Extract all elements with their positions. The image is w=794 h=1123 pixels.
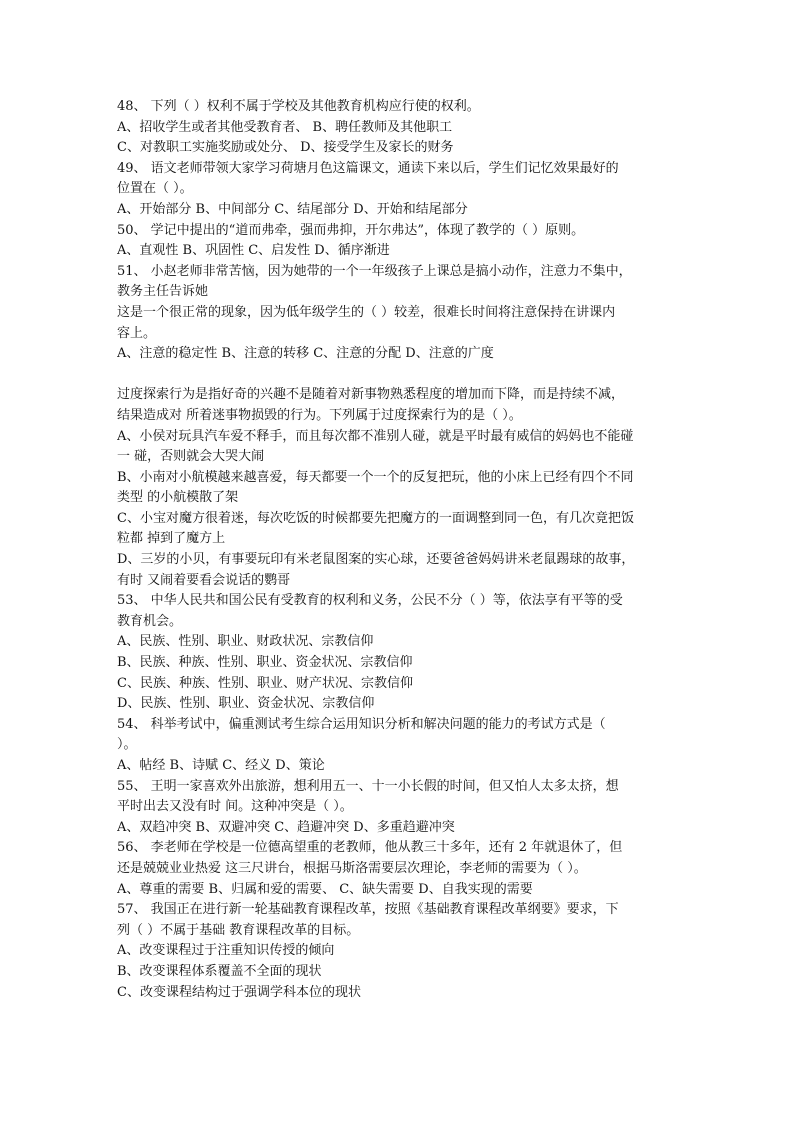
question-57-option-b: B、改变课程体系覆盖不全面的现状	[117, 963, 322, 979]
question-50-stem: 50、 学记中提出的“道而弗牵，强而弗抑，开尔弗达”，体现了教学的（ ）原则。	[117, 222, 585, 238]
question-56-options: A、尊重的需要 B、归属和爱的需要、 C、缺失需要 D、自我实现的需要	[117, 881, 533, 897]
question-55-stem-line2: 平时出去又没有时 间。这种冲突是（ ）。	[117, 799, 353, 815]
question-51-stem-line1: 51、 小赵老师非常苦恼，因为她带的一个一年级孩子上课总是搞小动作，注意力不集中，	[117, 263, 632, 279]
question-52-stem-line2: 结果造成对 所着迷事物损毁的行为。下列属于过度探索行为的是（ ）。	[117, 407, 522, 423]
question-50-options: A、直观性 B、巩固性 C、启发性 D、循序渐进	[117, 243, 390, 259]
question-48-options-ab: A、招收学生或者其他受教育者、 B、聘任教师及其他职工	[117, 119, 453, 135]
question-52-option-b-line1: B、小南对小航模越来越喜爱，每天都要一个一个的反复把玩，他的小床上已经有四个不同	[117, 469, 634, 485]
question-53-option-a: A、民族、性别、职业、财政状况、宗教信仰	[117, 634, 374, 650]
question-57-stem-line2: 列（ ）不属于基础 教育课程改革的目标。	[117, 922, 360, 938]
question-57-stem-line1: 57、 我国正在进行新一轮基础教育课程改革，按照《基础教育课程改革纲要》要求，下	[117, 902, 619, 918]
question-51-options: A、注意的稳定性 B、注意的转移 C、注意的分配 D、注意的广度	[117, 346, 494, 362]
question-48-options-cd: C、对教职工实施奖励或处分、 D、接受学生及家长的财务	[117, 140, 454, 156]
question-55-stem-line1: 55、 王明一家喜欢外出旅游，想利用五一、十一小长假的时间，但又怕人太多太挤，想	[117, 778, 619, 794]
blank-line	[117, 365, 677, 386]
question-52-option-d-line2: 有时 又闹着要看会说话的鹦哥	[117, 572, 291, 588]
question-49-stem-line1: 49、 语文老师带领大家学习荷塘月色这篇课文，通读下来以后，学生们记忆效果最好的	[117, 160, 619, 176]
question-51-stem-line4: 容上。	[117, 325, 157, 341]
question-51-stem-line2: 教务主任告诉她	[117, 284, 209, 300]
question-54-stem-line2: ）。	[117, 737, 137, 753]
question-53-stem-line2: 教育机会。	[117, 613, 183, 629]
question-53-option-c: C、民族、种族、性别、职业、财产状况、宗教信仰	[117, 675, 413, 691]
question-57-option-a: A、改变课程过于注重知识传授的倾向	[117, 943, 335, 959]
question-48-stem: 48、 下列（ ）权利不属于学校及其他教育机构应行使的权利。	[117, 99, 480, 114]
question-51-stem-line3: 这是一个很正常的现象，因为低年级学生的（ ）较差，很难长时间将注意保持在讲课内	[117, 304, 616, 320]
question-56-stem-line1: 56、 李老师在学校是一位德高望重的老教师，他从教三十多年，还有 2 年就退休了，但	[117, 840, 623, 856]
question-55-options: A、双趋冲突 B、双避冲突 C、趋避冲突 D、多重趋避冲突	[117, 819, 455, 835]
question-56-stem-line2: 还是兢兢业业热爱 这三尺讲台，根据马斯洛需要层次理论，李老师的需要为（ ）。	[117, 860, 587, 876]
question-52-option-a-line2: 一 碰，否则就会大哭大闹	[117, 449, 265, 465]
question-52-option-c-line2: 粒都 掉到了魔方上	[117, 531, 226, 547]
question-52-option-c-line1: C、小宝对魔方很着迷，每次吃饭的时候都要先把魔方的一面调整到同一色，有几次竟把饭	[117, 510, 634, 526]
question-49-options: A、开始部分 B、中间部分 C、结尾部分 D、开始和结尾部分	[117, 201, 468, 217]
question-49-stem-line2: 位置在（ ）。	[117, 181, 193, 197]
question-54-stem-line1: 54、 科举考试中，偏重测试考生综合运用知识分析和解决问题的能力的考试方式是（	[117, 716, 606, 732]
question-57-option-c: C、改变课程结构过于强调学科本位的现状	[117, 984, 361, 1000]
question-54-options: A、帖经 B、诗赋 C、经义 D、策论	[117, 758, 325, 773]
question-53-option-d: D、民族、性别、职业、资金状况、宗教信仰	[117, 696, 375, 712]
question-52-stem-line1: 过度探索行为是指好奇的兴趣不是随着对新事物熟悉程度的增加而下降，而是持续不减，	[117, 387, 625, 403]
question-53-option-b: B、民族、种族、性别、职业、资金状况、宗教信仰	[117, 655, 413, 671]
document-page	[117, 97, 677, 1003]
question-53-stem-line1: 53、 中华人民共和国公民有受教育的权利和义务，公民不分（ ）等，依法享有平等的受	[117, 593, 623, 609]
question-52-option-d-line1: D、三岁的小贝，有事要玩印有米老鼠图案的实心球，还要爸爸妈妈讲米老鼠踢球的故事，	[117, 552, 635, 568]
question-52-option-a-line1: A、小侯对玩具汽车爱不释手，而且每次都不准别人碰，就是平时最有威信的妈妈也不能碰	[117, 428, 634, 444]
question-52-option-b-line2: 类型 的小航模散了架	[117, 490, 239, 506]
